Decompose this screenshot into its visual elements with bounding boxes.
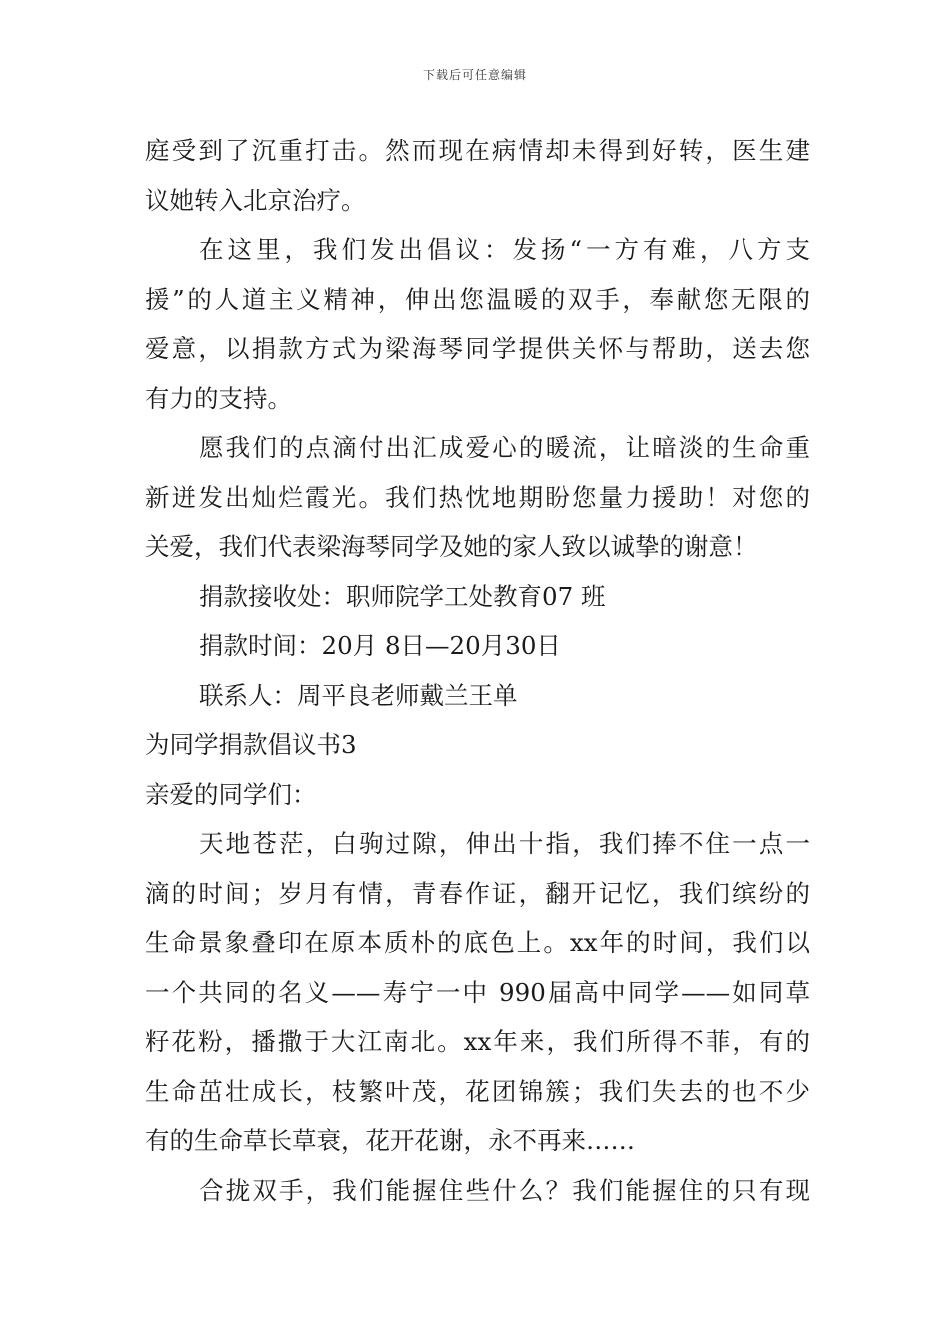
contact-person: 联系人：周平良老师戴兰王单 xyxy=(199,680,518,710)
text-line: 籽花粉，播撒于大江南北。xx年来，我们所得不菲，有的 xyxy=(145,1027,810,1056)
text-line: 生命茁壮成长，枝繁叶茂，花团锦簇；我们失去的也不少 xyxy=(145,1076,810,1106)
paragraph-first-line: 天地苍茫，白驹过隙，伸出十指，我们捧不住一点一 xyxy=(199,829,810,858)
text-line: 生命景象叠印在原本质朴的底色上。xx年的时间，我们以 xyxy=(145,928,810,957)
text-line: 滴的时间；岁月有情，青春作证，翻开记忆，我们缤纷的 xyxy=(145,878,810,908)
text-line: 有的生命草长草衰，花开花谢，永不再来…… xyxy=(145,1126,635,1155)
donation-time: 捐款时间：20月 8日—20月30日 xyxy=(199,631,561,660)
text-line: 关爱，我们代表梁海琴同学及她的家人致以诚挚的谢意！ xyxy=(145,532,758,561)
text-line: 有力的支持。 xyxy=(145,383,292,413)
text-line: 援”的人道主义精神，伸出您温暖的双手，奉献您无限的 xyxy=(145,284,810,314)
paragraph-first-line: 在这里，我们发出倡议：发扬“一方有难，八方支 xyxy=(199,235,810,264)
document-body xyxy=(145,126,810,1215)
section-title: 为同学捐款倡议书3 xyxy=(145,730,357,759)
donation-location: 捐款接收处：职师院学工处教育07 班 xyxy=(199,581,606,611)
paragraph-first-line: 愿我们的点滴付出汇成爱心的暖流，让暗淡的生命重 xyxy=(199,433,810,462)
salutation: 亲爱的同学们： xyxy=(145,779,317,809)
text-line: 庭受到了沉重打击。然而现在病情却未得到好转，医生建 xyxy=(145,136,810,165)
paragraph-first-line: 合拢双手，我们能握住些什么？我们能握住的只有现 xyxy=(199,1175,810,1205)
text-line: 议她转入北京治疗。 xyxy=(145,185,366,215)
page-header: 下载后可任意编辑 xyxy=(422,68,527,82)
text-line: 一个共同的名义——寿宁一中 990届高中同学——如同草 xyxy=(145,977,810,1007)
text-line: 爱意，以捐款方式为梁海琴同学提供关怀与帮助，送去您 xyxy=(145,334,810,363)
text-line: 新迸发出灿烂霞光。我们热忱地期盼您量力援助！对您的 xyxy=(145,482,810,512)
